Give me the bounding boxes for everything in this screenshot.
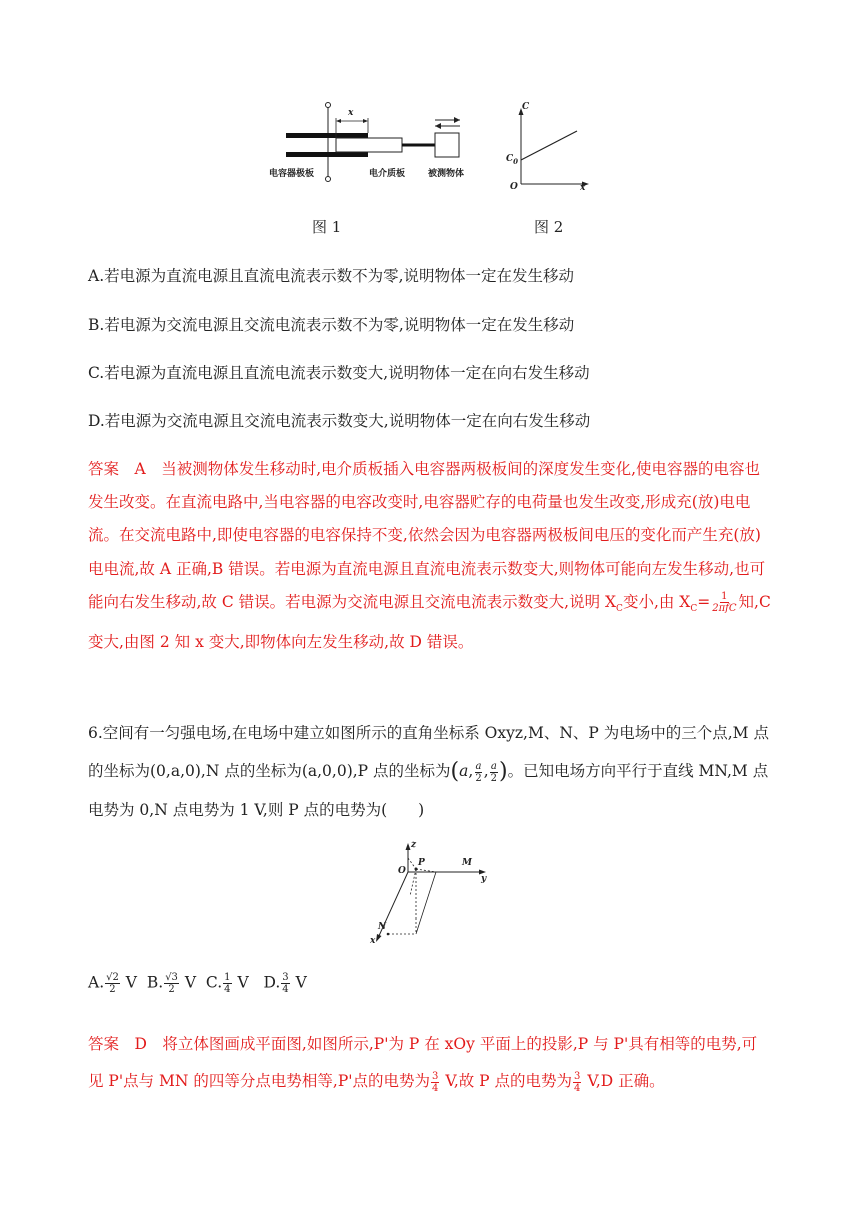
q5-option-c: C.若电源为直流电源且直流电流表示数变大,说明物体一定在向右发生移动	[88, 364, 590, 382]
q6-answer: 答案 D 将立体图画成平面图,如图所示,P'为 P 在 xOy 平面上的投影,P 与 P'具有相等的电势,可见 P'点与 MN 的四等分点电势相等,P'点的电势为 $\frac{3}{4}$ V,故 P 点的电势为 $\frac{3}{4}$ V,D 正确。	[88, 1035, 758, 1094]
q6-figure-label-y: y	[481, 874, 487, 884]
q5-option-a: A.若电源为直流电源且直流电流表示数不为零,说明物体一定在发生移动	[88, 267, 575, 285]
figure-2-label-c0: $C_0$	[506, 154, 519, 166]
q6-stem: 6.空间有一匀强电场,在电场中建立如图所示的直角坐标系 Oxyz,M、N、P 为电场中的三个点,M 点的坐标为(0,a,0),N 点的坐标为(a,0,0),P 点的坐标为(a, $\frac{a}{2}$ , $\frac{a}{2}$ )。已知电场方向平行于直线 MN,M 点电势为 0,N 点电势为 1 V,则 P 点的电势为( )	[88, 724, 769, 819]
q6-figure-label-o: O	[398, 866, 406, 876]
figure-1-label-dielectric: 电介质板	[369, 169, 406, 179]
q5-option-d: D.若电源为交流电源且交流电流表示数变大,说明物体一定在向右发生移动	[88, 412, 591, 430]
figure-2-caption: 图 2	[534, 218, 564, 236]
figure-1-label-plate: 电容器极板	[269, 169, 315, 179]
figure-2-label-origin: O	[510, 182, 518, 192]
figure-2-graph	[503, 100, 593, 192]
figure-1-label-object: 被测物体	[428, 169, 465, 179]
q6-figure-label-n: N	[378, 922, 387, 932]
q6-figure-label-m: M	[462, 858, 472, 868]
q5-option-b: B.若电源为交流电源且交流电流表示数不为零,说明物体一定在发生移动	[88, 316, 575, 334]
c-vs-x-line	[521, 131, 577, 160]
figure-1-caption: 图 1	[312, 218, 342, 236]
q5-answer-fraction: $\frac{1}{\text{2πfC}}$	[712, 591, 737, 615]
figure-1-label-x: x	[348, 108, 354, 118]
figure-2-label-x: x	[580, 183, 586, 193]
figure-2-label-c: C	[522, 102, 530, 112]
q6-figure-label-p: P	[418, 858, 425, 868]
q6-options: A. $\frac{√2}{2}$ V B. $\frac{√3}{2}$ V C. $\frac{1}{4}$ V D. $\frac{3}{4}$ V	[88, 972, 307, 995]
q6-figure-label-x: x	[370, 936, 376, 946]
q5-answer: 答案 A 当被测物体发生移动时,电介质板插入电容器两极板间的深度发生变化,使电容器的电容也发生改变。在直流电路中,当电容器的电容改变时,电容器贮存的电荷量也发生改变,形成充(放)电电流。在交流电路中,即使电容器的电容保持不变,依然会因为电容器两极板间电压的变化而产生充(放)电电流,故 A 正确,B 错误。若电源为直流电源且直流电流表示数变大,则物体可能向左发生移动,也可能向右发生移动,故 C 错误。若电源为交流电源且交流电流表示数变大,说明 $X_C$变小,由 $X_C=$ $\frac{1}{\text{2πfC}}$ 知,C 变大,由图 2 知 x 变大,即物体向左发生移动,故 D 错误。	[88, 460, 771, 652]
q6-figure-label-z: z	[411, 840, 417, 850]
